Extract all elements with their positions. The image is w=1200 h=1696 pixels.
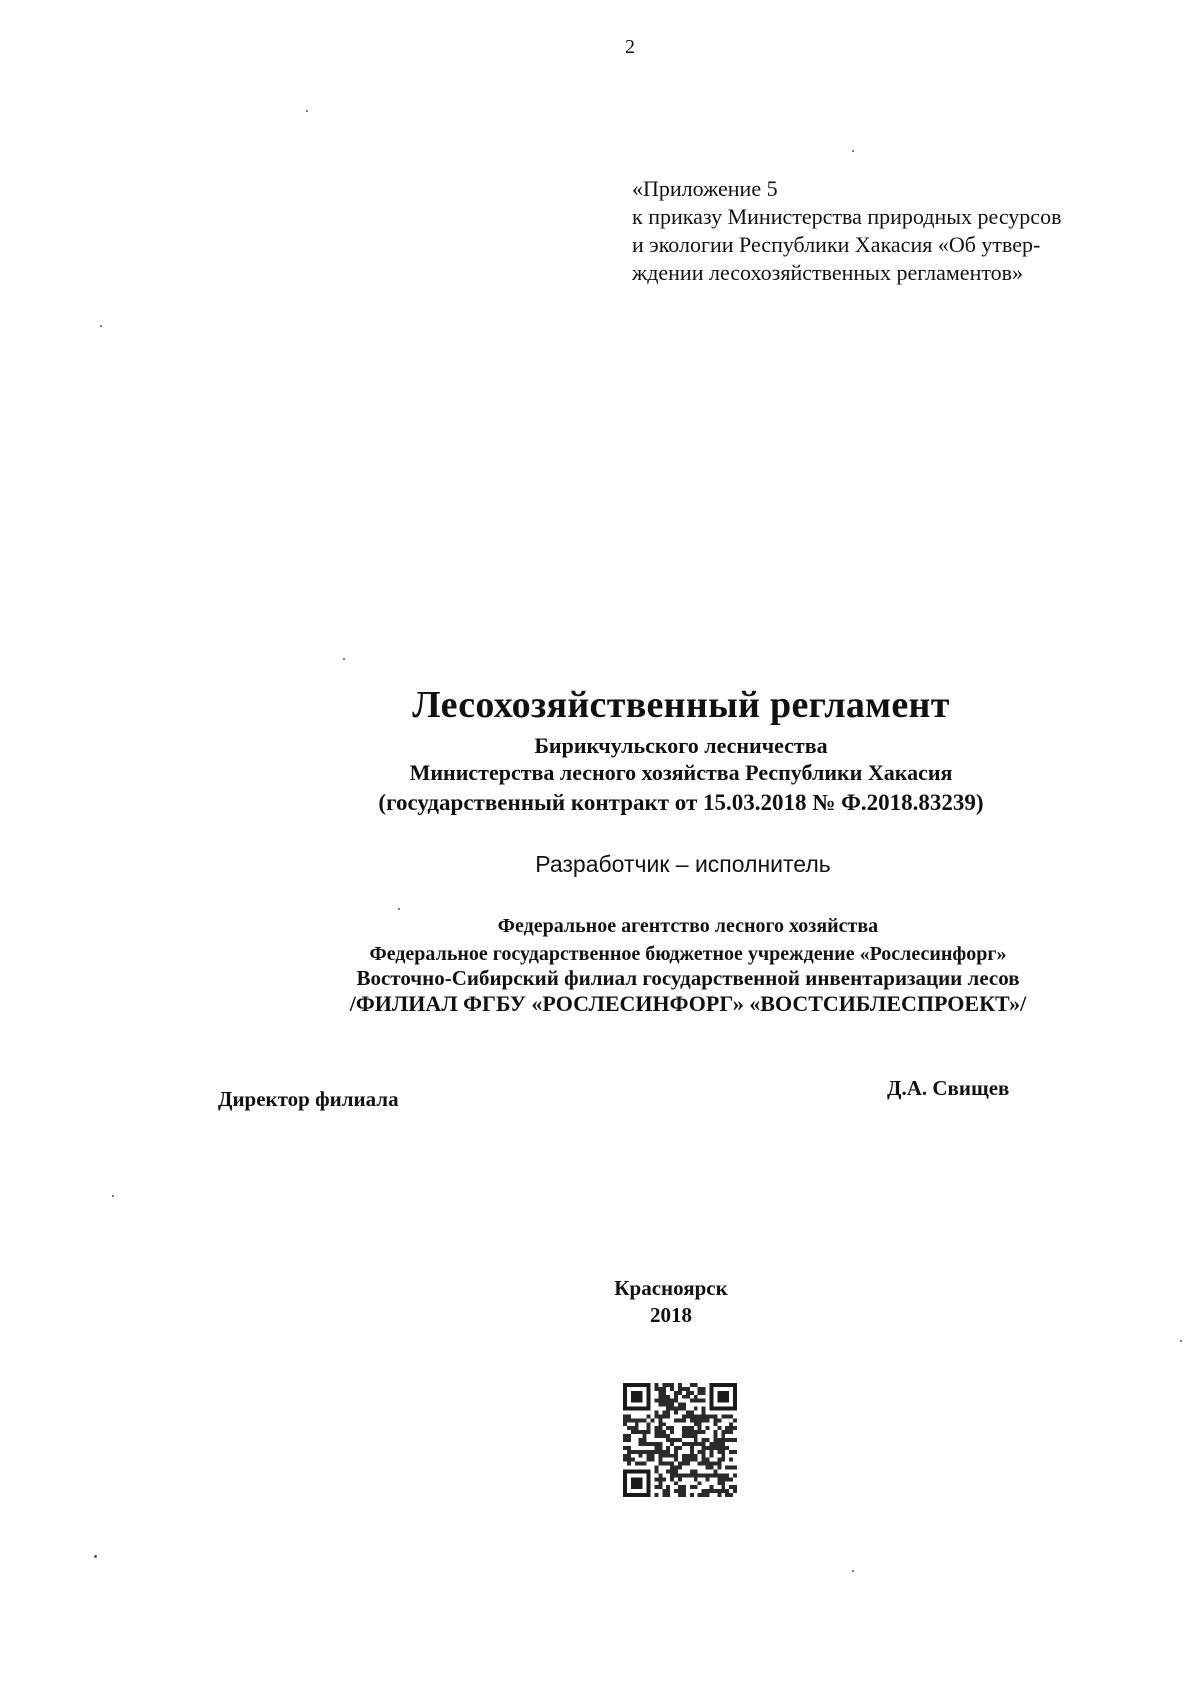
page-number: 2 [625, 36, 635, 58]
year: 2018 [650, 1303, 692, 1327]
developer-label: Разработчик – исполнитель [535, 851, 831, 877]
appendix-line-3: и экологии Республики Хакасия «Об утвер- [632, 232, 1041, 257]
organization-line-3: Восточно-Сибирский филиал государственной инвентаризации лесов [356, 966, 1020, 990]
organization-line-4: /ФИЛИАЛ ФГБУ «РОСЛЕСИНФОРГ» «ВОСТСИБЛЕСПРОЕКТ»/ [349, 991, 1027, 1016]
qr-code-icon [622, 1383, 738, 1497]
contract-reference: (государственный контракт от 15.03.2018 № Ф.2018.83239) [378, 790, 984, 815]
document-title: Лесохозяйственный регламент [412, 684, 950, 726]
organization-line-1: Федеральное агентство лесного хозяйства [497, 915, 879, 937]
appendix-line-1: «Приложение 5 [632, 176, 778, 201]
city: Красноярск [614, 1276, 728, 1300]
appendix-line-2: к приказу Министерства природных ресурсов [632, 204, 1062, 229]
forestry-name: Бирикчульского лесничества [534, 733, 828, 758]
appendix-reference [632, 175, 1152, 287]
signatory-name: Д.А. Свищев [887, 1076, 1010, 1100]
appendix-line-4: ждении лесохозяйственных регламентов» [632, 260, 1024, 285]
organization-line-2: Федеральное государственное бюджетное учреждение «Рослесинфорг» [369, 943, 1007, 965]
signatory-position: Директор филиала [218, 1087, 399, 1111]
ministry-name: Министерства лесного хозяйства Республики Хакасия [409, 760, 953, 785]
